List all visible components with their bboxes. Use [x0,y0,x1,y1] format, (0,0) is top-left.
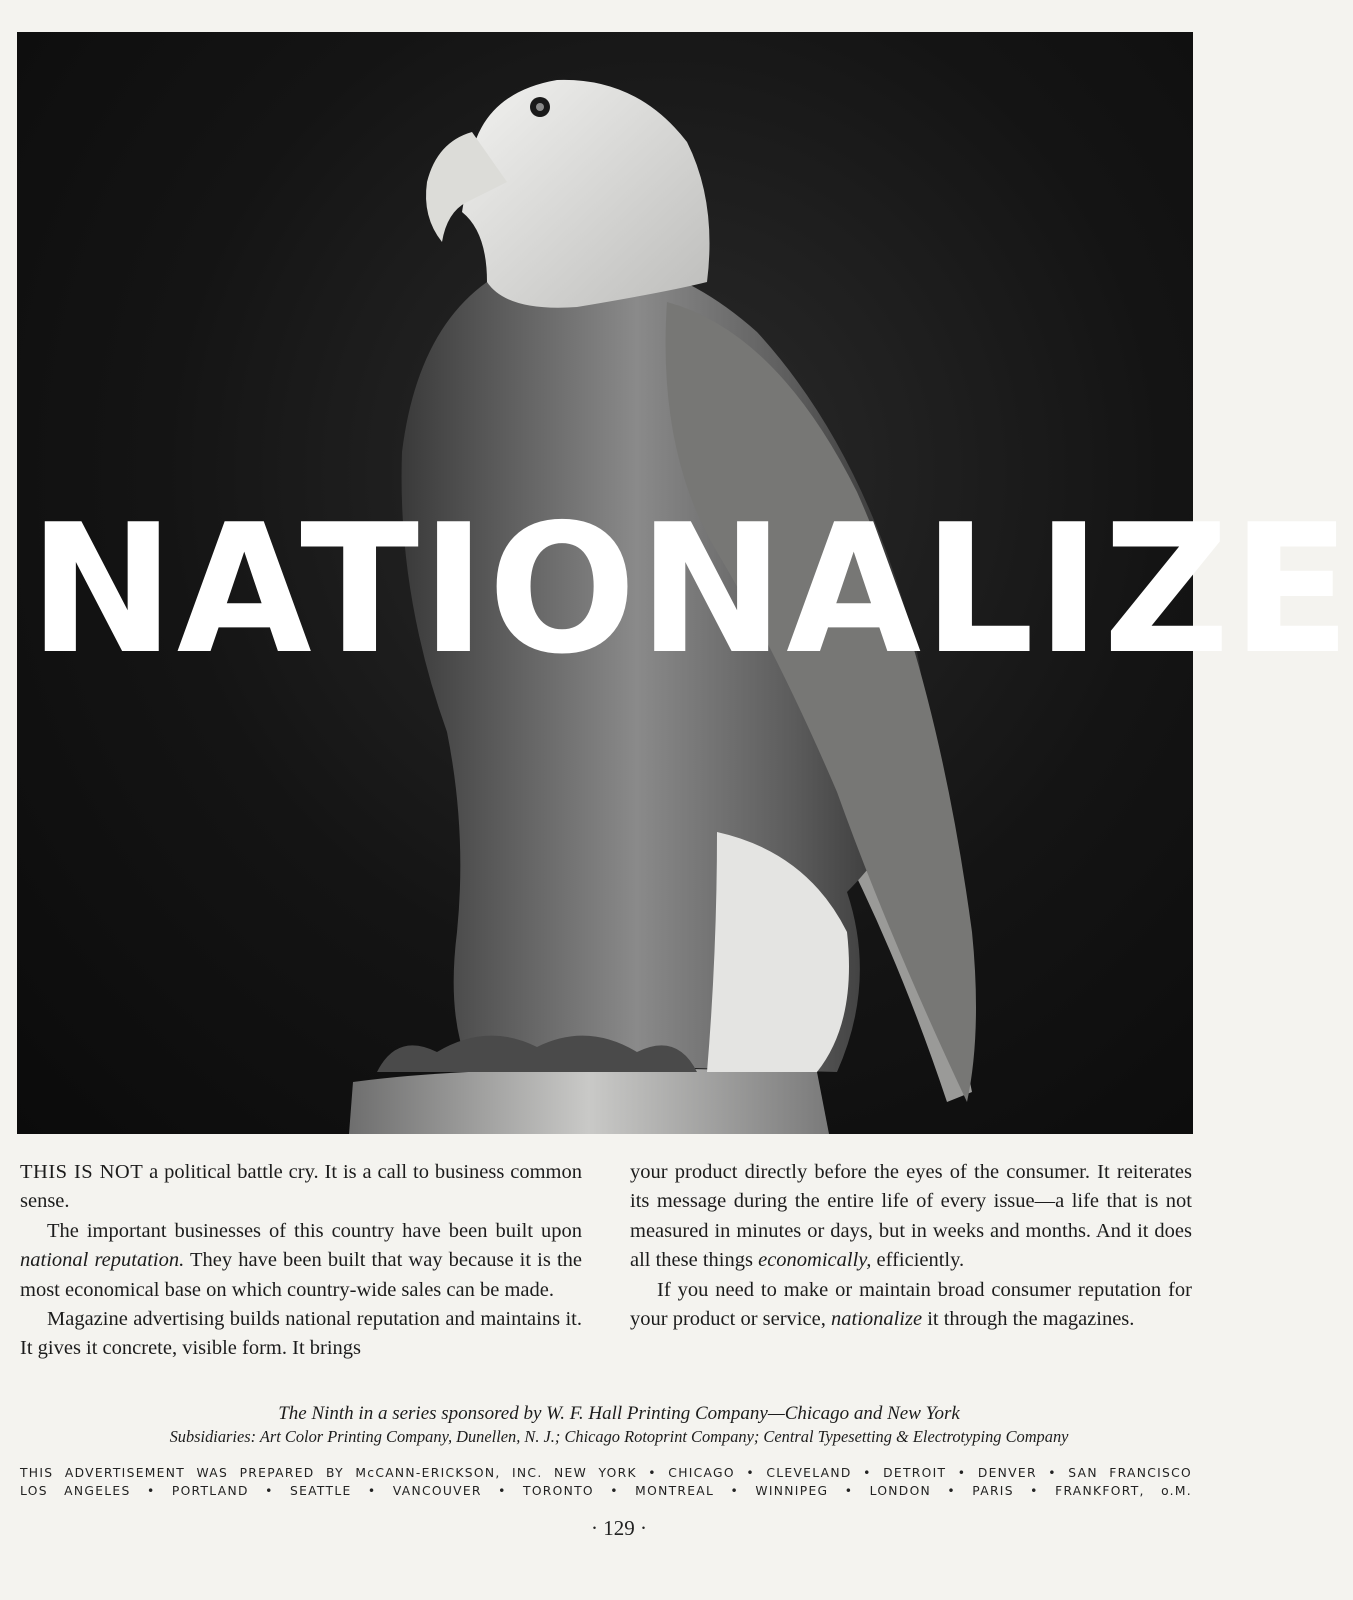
wooden-post [349,1069,829,1134]
agency-line-1: THIS ADVERTISEMENT WAS PREPARED BY McCANN-ERICKSON, INC. NEW YORK • CHICAGO • CLEVELAND • DETROIT • DENVER • SAN FRANCISCO [20,1466,1192,1480]
lead-in: THIS IS NOT [20,1161,144,1183]
sponsor-line: The Ninth in a series sponsored by W. F. Hall Printing Company—Chicago and New York [278,1403,960,1424]
agency-line-2: LOS ANGELES • PORTLAND • SEATTLE • VANCOUVER • TORONTO • MONTREAL • WINNIPEG • LONDON • PARIS • FRANKFORT, o.M. [20,1484,1192,1498]
body-column-left [20,1158,582,1390]
paragraph [630,1276,1192,1335]
paragraph [20,1217,582,1305]
paragraph [630,1158,1192,1276]
emphasis: economically, [758,1249,872,1272]
paragraph-text: If you need to make or maintain broad consumer reputation for your product or service, [630,1278,1192,1331]
paragraph-text: a political battle cry. It is a call to business common sense. [20,1161,583,1213]
body-copy [20,1158,1192,1390]
subsidiaries-line: Subsidiaries: Art Color Printing Company, Dunellen, N. J.; Chicago Rotoprint Company; Central Typesetting & Electrotyping Company [169,1427,1069,1446]
emphasis: nationalize [830,1308,923,1331]
headline: NATIONALIZE [28,486,1353,693]
emphasis: national reputation. [20,1249,185,1272]
paragraph-text: it through the magazines. [922,1308,1135,1331]
body-column-right [630,1158,1192,1390]
page-number: · 129 · [591,1516,647,1540]
paragraph-text: They have been built that way because it is the most economical base on which country-wide sales can be made. [20,1249,582,1301]
eagle-photo [17,32,1353,1134]
sponsor-credits [0,1402,1238,1448]
agency-credit [20,1464,1192,1500]
paragraph-text: Magazine advertising builds national reputation and maintains it. It gives it concrete, visible form. It brings [20,1308,582,1360]
paragraph [20,1305,582,1364]
paragraph-text: your product directly before the eyes of the consumer. It reiterates its message during the entire life of every issue—a life that is not measured in minutes or days, but in weeks and months. And it does all these things [630,1161,1192,1272]
paragraph-text: efficiently. [871,1249,965,1272]
paragraph-text: The important businesses of this country have been built upon [47,1219,582,1242]
eagle-head [462,80,710,308]
paragraph [20,1158,582,1217]
